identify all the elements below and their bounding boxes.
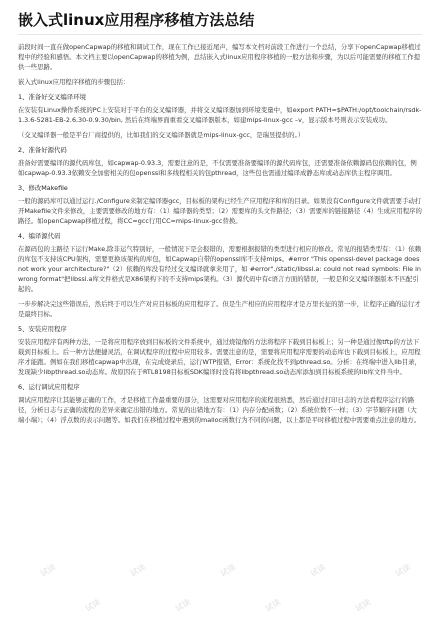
document-body	[18, 42, 422, 430]
watermark-text: 试读	[308, 562, 328, 579]
title-divider	[18, 34, 422, 35]
watermark-text: 试读	[173, 597, 193, 614]
watermark-text: 试读	[393, 562, 413, 579]
paragraph: 在源码包的主路径下运行Make,除非运气特别好，一般情况下是会报错的，需要根据报错的类型进行相应的修改。常见的报错类型有：（1）依赖的库包不支持该CPU架构，需要更换该架构的库包，如Capwap自带的openssl库不支持mips。#error "This openssl-devel package does not work your architecture?"（2）依赖的库没有经过交叉编译就拿来用了，如 #error"./static/libssl.a: could not read symbols: File in wrong format"把libssl.a库文件格式是X86架构下的不支持mips架构。（3）源代码中有c语言方面的错误，一般是和交叉编译器版本不匹配引起的。	[18, 245, 422, 293]
section-heading: 2、准备好源代码	[18, 146, 67, 154]
watermark-text: 试读	[83, 597, 103, 614]
paragraph: 一步步解决完这些错误后，然后终于可以生产对应目标板的应用程序了。但是生产相应的应用程序才是万里长征的第一步，让程序正确的运行才是最终目标。	[18, 300, 421, 318]
paragraph: （交叉编译器一般是平台厂商提供的，比如我们的交叉编译器就是mips-linux-gcc，是瑞昱提供的。）	[18, 131, 305, 139]
section-heading: 4、编译源代码	[18, 232, 61, 240]
watermark-text: 试读	[38, 562, 58, 579]
paragraph: 前段时间一直在做openCapwap的移植和调试工作，现在工作已接近尾声，编写本文档对前段工作进行一个总结，分享下openCapwap移植过程中的经验和感悟。本文档主要以openCapwap的移植为例，总结嵌入式linux应用程序移植的一般方法和步骤，为以后可能需要的移植工作提供一些思路。	[18, 43, 421, 71]
section-heading: 3、修改Makefile	[18, 184, 68, 192]
paragraph: 嵌入式linux应用程序移植的步骤包括：	[18, 78, 130, 86]
watermark-text: 试读	[128, 562, 148, 579]
paragraph: 准备好需要编译的源代码库包，如capwap-0.93.3，需要注意的是，不仅需要准备要编译的源代码库包，还需要准备依赖源码包依赖的包，例如capwap-0.93.3依赖安全加密相关的包openssl和多线程相关的包pthread，这些包也需通过编译成静态库或动态库供主程序调用。	[18, 159, 417, 177]
watermark-text: 试读	[353, 597, 373, 614]
paragraph: 安装应用程序有两种方法，一是将应用程序放到目标板的文件系统中，通过烧镜像的方法将程序下载到目标板上；另一种是通过像tftp的方法下载到目标板上。后一种方法便捷灵活，在调试程序的过程中应用较多。需要注意的是，需要将应用程序需要的动态库也下载到目标板上，应用程序才能跑。例如在我们移植capwap中出现，在完成烧录后，运行WTP报错，Error：系统化找不到pthread.so。分析：在终端中进入lib目录，发现缺少libpthread.so动态库。故原因在于RTL8198目标板SDK编译时没有将libpthread.so动态库添加到目标板系统的lib库文件当中。	[18, 338, 421, 376]
section-heading: 5、安装应用程序	[18, 325, 67, 333]
section-heading: 6、运行调试应用程序	[18, 383, 80, 391]
watermark-text: 试读	[218, 562, 238, 579]
paragraph: 调试应用程序让其能够正确的工作，才是移植工作最重要的部分，这需要对应用程序的流程很熟悉，然后通过打印日志的方法看程序运行的路径，分析日志与正确的流程的差异来确定出错的地方。常见的出错地方有：（1）内存分配函数；（2）系统位数不一样；（3）字节顺序问题（大端小端）；（4）浮点数的表示问题等。如我们在移植过程中遇到的malloc函数行为不同的问题，以上都是平时移植过程中需要重点注意的地方。	[18, 396, 421, 424]
watermark-text: 试读	[263, 597, 283, 614]
paragraph: 在安装有Linux操作系统的PC上安装对于平台的交叉编译器，并将交叉编译器加到环境变量中，如export PATH=$PATH:/opt/toolchain/rsdk-1.3.6-5281-EB-2.6.30-0.9.30/bin, 然后在终端界面重看交叉编译器版本，如建mips-linux-gcc –v，显示版本号则表示安装成功。	[18, 106, 422, 124]
document-title: 嵌入式linux应用程序移植方法总结	[18, 11, 255, 29]
paragraph: 一般的源码库可以通过运行./Configure来制定编译器gcc，目标板的架构已经生产应用程序和库的目录。如果没有Configure文件就需要手动打开Makefile文件来修改，主要需要修改的地方有：（1）编译器的类型；（2）需要库的头文件路径；（3）需要库的链接路径（4）生成应用程序的路径。如openCapwap移植过程，将CC=gcc行用CC=mips-linux-gcc替换。	[18, 197, 422, 225]
section-heading: 1、准备好交叉编译环境	[18, 93, 86, 101]
